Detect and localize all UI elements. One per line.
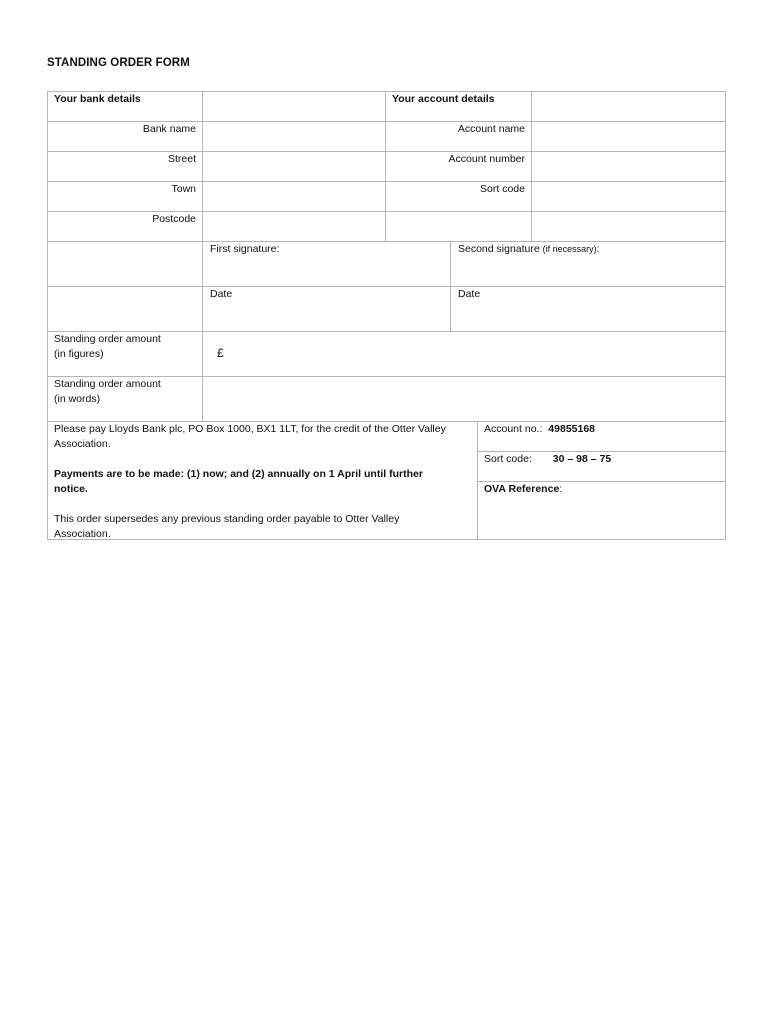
town-field[interactable] — [202, 181, 386, 212]
payee-account-number-label: Account no.: — [484, 423, 543, 435]
amount-figures-label-line2: (in figures) — [54, 348, 104, 360]
payee-account-number-value: 49855168 — [548, 423, 596, 435]
payee-instructions-cell — [47, 421, 478, 540]
date-label-1: Date — [210, 288, 233, 300]
supersedes-text: This order supersedes any previous standing order payable to Otter Valley Association. — [54, 513, 400, 540]
sort-code-label: Sort code — [385, 181, 532, 212]
amount-words-label-line1: Standing order amount — [54, 378, 161, 390]
amount-words-label-line2: (in words) — [54, 393, 101, 405]
date-field-2[interactable] — [450, 286, 726, 332]
account-number-label: Account number — [385, 151, 532, 182]
account-details-header-cell — [385, 91, 532, 122]
postcode-row-blank-2 — [531, 211, 726, 242]
postcode-row-blank-1 — [385, 211, 532, 242]
ova-reference-cell[interactable] — [477, 481, 726, 540]
postcode-label: Postcode — [47, 211, 203, 242]
street-field[interactable] — [202, 151, 386, 182]
payee-instruction-text: Please pay Lloyds Bank plc, PO Box 1000, BX1 1LT, for the credit of the Otter Valley Association. — [54, 423, 446, 450]
date-label-2: Date — [458, 288, 481, 300]
bank-name-field[interactable] — [202, 121, 386, 152]
bank-details-header-blank[interactable] — [202, 91, 386, 122]
date-row-label-cell — [47, 286, 203, 332]
amount-words-label-cell — [47, 376, 203, 422]
second-signature-field[interactable] — [450, 241, 726, 287]
account-name-label: Account name — [385, 121, 532, 152]
account-details-header: Your account details — [392, 93, 495, 105]
signature-row-label-cell — [47, 241, 203, 287]
currency-symbol: £ — [217, 346, 224, 360]
bank-details-header: Your bank details — [54, 93, 141, 105]
payee-account-number-cell — [477, 421, 726, 452]
bank-details-header-cell — [47, 91, 203, 122]
postcode-field[interactable] — [202, 211, 386, 242]
payee-sort-code-label: Sort code: — [484, 453, 532, 465]
amount-words-field[interactable] — [202, 376, 726, 422]
second-signature-label: Second signature — [458, 243, 540, 255]
account-number-field[interactable] — [531, 151, 726, 182]
ova-reference-colon: : — [559, 483, 563, 495]
town-label: Town — [47, 181, 203, 212]
amount-figures-field[interactable] — [202, 331, 726, 377]
ova-reference-label: OVA Reference — [484, 483, 560, 495]
amount-figures-label-line1: Standing order amount — [54, 333, 161, 345]
second-signature-note: (if necessary) — [542, 244, 597, 254]
payee-sort-code-value: 30 – 98 – 75 — [552, 453, 612, 465]
second-signature-colon: : — [596, 243, 600, 255]
amount-figures-label-cell — [47, 331, 203, 377]
bank-name-label: Bank name — [47, 121, 203, 152]
date-field-1[interactable] — [202, 286, 451, 332]
first-signature-label: First signature: — [210, 243, 280, 255]
sort-code-field[interactable] — [531, 181, 726, 212]
payee-sort-code-cell — [477, 451, 726, 482]
payment-schedule-text: Payments are to be made: (1) now; and (2) annually on 1 April until further notice. — [54, 468, 423, 495]
first-signature-field[interactable] — [202, 241, 451, 287]
account-name-field[interactable] — [531, 121, 726, 152]
account-details-header-blank[interactable] — [531, 91, 726, 122]
page-title: STANDING ORDER FORM — [47, 57, 190, 69]
street-label: Street — [47, 151, 203, 182]
